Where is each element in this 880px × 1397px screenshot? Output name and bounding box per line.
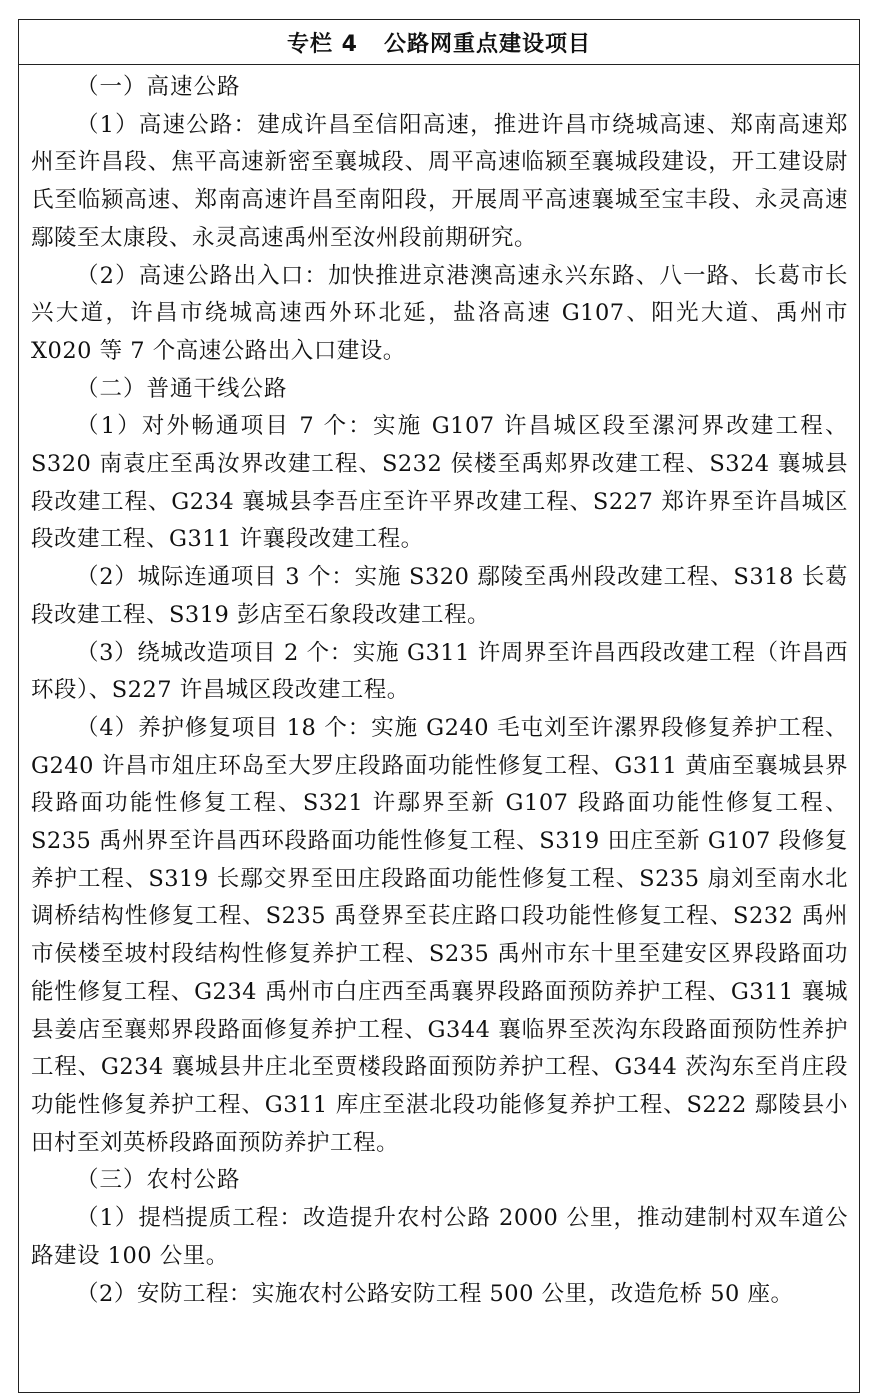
column-content — [19, 65, 859, 1313]
column-label: 专栏 4 — [287, 31, 358, 57]
column-heading: 公路网重点建设项目 — [383, 31, 591, 57]
paragraph-rural-safety: （2）安防工程：实施农村公路安防工程 500 公里，改造危桥 50 座。 — [76, 1280, 794, 1307]
project-column-box — [18, 19, 860, 1393]
paragraph-maintenance: （4）养护修复项目 18 个：实施 G240 毛屯刘至许漯界段修复养护工程、G240 许昌市俎庄环岛至大罗庄段路面功能性修复工程、G311 黄庙至襄城县界段路面功能性修复工程、S321 许鄢界至新 G107 段路面功能性修复工程、S235 禹州界至许昌西环段路面功能性修复工程、S319 田庄至新 G107 段修复养护工程、S319 长鄢交界至田庄段路面功能性修复工程、S235 扇刘至南水北调桥结构性修复工程、S235 禹登界至苌庄路口段功能性修复工程、S232 禹州市侯楼至坡村段结构性修复养护工程、S235 禹州市东十里至建安区界段路面功能性修复工程、G234 禹州市白庄西至禹襄界段路面预防养护工程、G311 襄城县姜店至襄郏界段路面修复养护工程、G344 襄临界至茨沟东段路面预防性养护工程、G234 襄城县井庄北至贾楼段路面预防养护工程、G344 茨沟东至肖庄段功能性修复养护工程、G311 库庄至湛北段功能修复养护工程、S222 鄢陵县小田村至刘英桥段路面预防养护工程。 — [31, 714, 848, 1156]
paragraph-intercity-links: （2）城际连通项目 3 个：实施 S320 鄢陵至禹州段改建工程、S318 长葛段改建工程、S319 彭店至石象段改建工程。 — [31, 564, 848, 628]
paragraph-rural-upgrade: （1）提档提质工程：改造提升农村公路 2000 公里，推动建制村双车道公路建设 100 公里。 — [31, 1205, 848, 1269]
section-heading-expressway: （一）高速公路 — [76, 74, 241, 100]
paragraph-expressway-exits: （2）高速公路出入口：加快推进京港澳高速永兴东路、八一路、长葛市长兴大道，许昌市绕城高速西外环北延，盐洛高速 G107、阳光大道、禹州市 X020 等 7 个高速公路出入口建设。 — [31, 262, 848, 364]
section-heading-trunk-roads: （二）普通干线公路 — [76, 375, 288, 402]
column-title — [19, 20, 859, 65]
paragraph-external-links: （1）对外畅通项目 7 个：实施 G107 许昌城区段至漯河界改建工程、S320 南袁庄至禹汝界改建工程、S232 侯楼至禹郏界改建工程、S324 襄城县段改建工程、G234 襄城县李吾庄至许平界改建工程、S227 郑许界至许昌城区段改建工程、G311 许襄段改建工程。 — [31, 413, 848, 553]
paragraph-expressway: （1）高速公路：建成许昌至信阳高速，推进许昌市绕城高速、郑南高速郑州至许昌段、焦平高速新密至襄城段、周平高速临颍至襄城段建设，开工建设尉氏至临颍高速、郑南高速许昌至南阳段，开展周平高速襄城至宝丰段、永灵高速鄢陵至太康段、永灵高速禹州至汝州段前期研究。 — [31, 111, 848, 251]
paragraph-bypass-upgrade: （3）绕城改造项目 2 个：实施 G311 许周界至许昌西段改建工程（许昌西环段）、S227 许昌城区段改建工程。 — [31, 639, 848, 704]
section-heading-rural-roads: （三）农村公路 — [76, 1167, 241, 1194]
